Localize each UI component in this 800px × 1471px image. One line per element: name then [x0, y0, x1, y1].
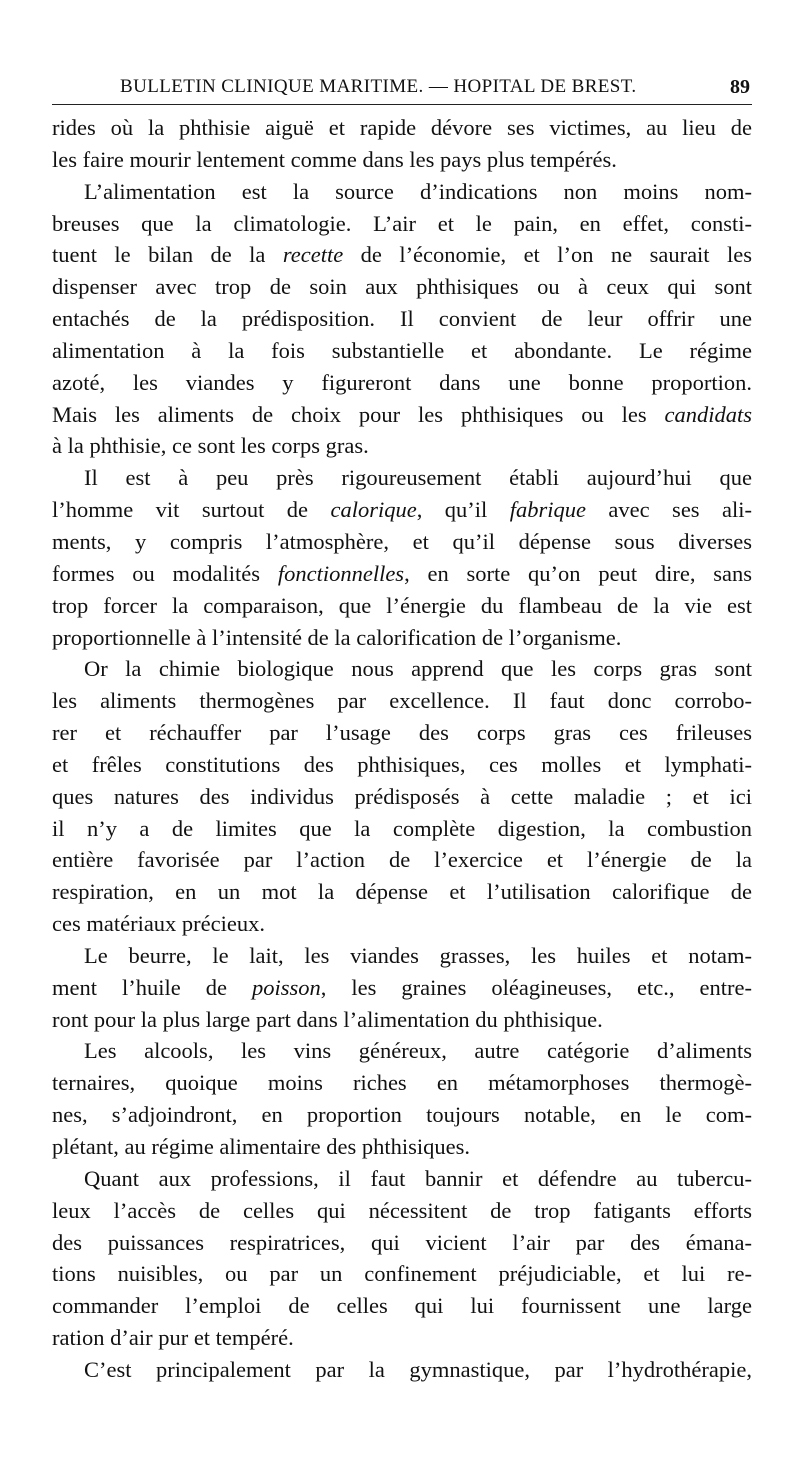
italic-term: poisson: [252, 974, 321, 1000]
page-number: 89: [730, 76, 750, 98]
text-line: nes, s’adjoindront, en proportion toujours notable, en le com-: [52, 1102, 752, 1128]
text-line: C’est principalement par la gymnastique, par l’hydrothérapie,: [84, 1356, 752, 1382]
text-line: les aliments thermogènes par excellence. Il faut donc corrobo-: [52, 688, 752, 714]
text-line: les faire mourir lentement comme dans les pays plus tempérés.: [52, 146, 617, 172]
text-line: rer et réchauffer par l’usage des corps gras ces frileuses: [52, 720, 752, 746]
running-title: BULLETIN CLINIQUE MARITIME. — HOPITAL DE BREST.: [120, 76, 637, 97]
text-line: alimentation à la fois substantielle et abondante. Le régime: [52, 337, 752, 363]
text-line: commander l’emploi de celles qui lui fournissent une large: [52, 1293, 752, 1319]
text-line: [52, 239, 752, 271]
italic-term: calorique: [330, 497, 417, 523]
text-line: [52, 494, 752, 526]
text-line: à la phthisie, ce sont les corps gras.: [52, 433, 369, 459]
text-line: [52, 399, 752, 431]
text-line: ternaires, quoique moins riches en métamorphoses thermogè-: [52, 1070, 752, 1096]
text-segment: de l’économie, et l’on ne saurait les: [343, 242, 752, 268]
text-line: Les alcools, les vins généreux, autre catégorie d’aliments: [84, 1038, 752, 1064]
text-segment: Mais les aliments de choix pour les phthisiques ou les: [52, 401, 665, 427]
text-line: respiration, en un mot la dépense et l’utilisation calorifique de: [52, 879, 752, 905]
text-segment: avec ses ali-: [585, 497, 752, 523]
text-line: tions nuisibles, ou par un confinement préjudiciable, et lui re-: [52, 1261, 752, 1287]
text-line: breuses que la climatologie. L’air et le pain, en effet, consti-: [52, 210, 752, 236]
text-segment: , qu’il: [416, 497, 510, 523]
text-line: Il est à peu près rigoureusement établi aujourd’hui que: [84, 465, 752, 491]
text-segment: tuent le bilan de la: [52, 242, 283, 268]
text-segment: l’homme vit surtout de: [52, 497, 331, 523]
body-text: [52, 112, 752, 1386]
italic-term: fabrique: [509, 497, 586, 523]
text-line: plétant, au régime alimentaire des phthisiques.: [52, 1134, 470, 1159]
text-segment: , les graines oléagineuses, etc., entre-: [320, 974, 752, 1000]
text-line: leux l’accès de celles qui nécessitent de trop fatigants efforts: [52, 1197, 752, 1223]
text-line: des puissances respiratrices, qui vicient l’air par des émana-: [52, 1229, 752, 1255]
text-line: dispenser avec trop de soin aux phthisiques ou à ceux qui sont: [52, 274, 752, 300]
text-line: proportionnelle à l’intensité de la calorification de l’organisme.: [52, 624, 622, 650]
text-line: il n’y a de limites que la complète digestion, la combustion: [52, 815, 752, 841]
text-line: ments, y compris l’atmosphère, et qu’il dépense sous diverses: [52, 528, 752, 554]
text-line: rides où la phthisie aiguë et rapide dévore ses victimes, au lieu de: [52, 115, 752, 140]
text-line: ront pour la plus large part dans l’alimentation du phthisique.: [52, 1006, 603, 1032]
text-line: [52, 558, 752, 590]
text-segment: ment l’huile de: [52, 974, 253, 1000]
text-line: ration d’air pur et tempéré.: [52, 1325, 294, 1351]
text-line: entachés de la prédisposition. Il convient de leur offrir une: [52, 306, 752, 332]
italic-term: fonctionnelles: [277, 560, 405, 586]
italic-term: candidats: [664, 401, 752, 427]
text-line: L’alimentation est la source d’indications non moins nom-: [84, 178, 752, 204]
text-segment: , en sorte qu’on peut dire, sans: [404, 560, 752, 586]
text-line: et frêles constitutions des phthisiques, ces molles et lymphati-: [52, 751, 752, 777]
text-line: azoté, les viandes y figureront dans une bonne proportion.: [52, 369, 752, 395]
text-segment: formes ou modalités: [52, 560, 278, 586]
text-line: trop forcer la comparaison, que l’énergie du flambeau de la vie est: [52, 592, 752, 618]
text-line: Le beurre, le lait, les viandes grasses, les huiles et notam-: [84, 942, 752, 968]
text-line: Or la chimie biologique nous apprend que les corps gras sont: [84, 656, 752, 682]
text-line: Quant aux professions, il faut bannir et défendre au tubercu-: [84, 1165, 752, 1191]
text-line: ces matériaux précieux.: [52, 911, 266, 937]
text-line: entière favorisée par l’action de l’exercice et l’énergie de la: [52, 847, 752, 873]
italic-term: recette: [282, 242, 344, 268]
text-line: [52, 972, 752, 1004]
text-line: ques natures des individus prédisposés à cette maladie ; et ici: [52, 783, 752, 809]
running-head: [52, 70, 752, 105]
